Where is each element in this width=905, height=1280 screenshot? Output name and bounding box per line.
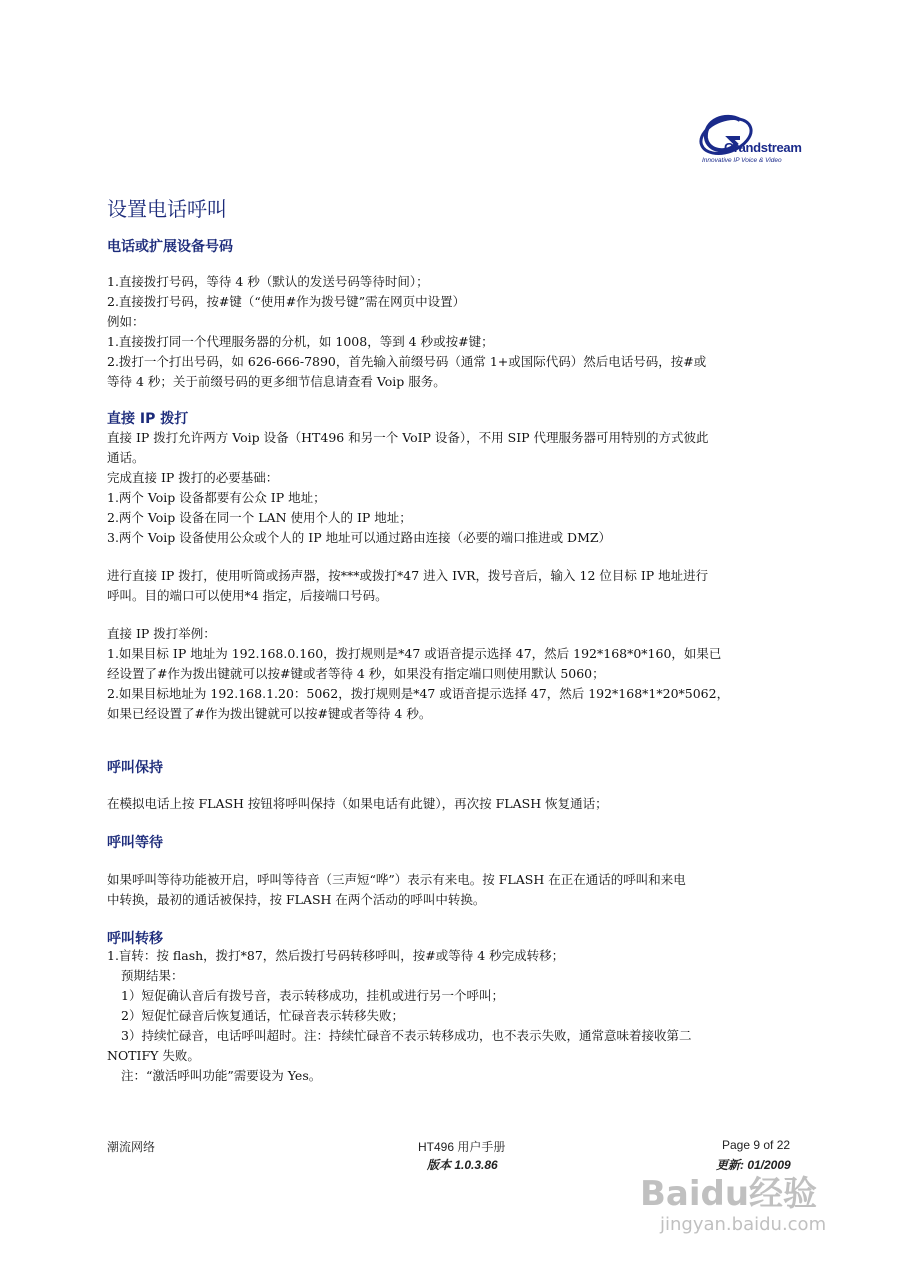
footer-manual-title: HT496 用户手册 — [418, 1140, 506, 1154]
logo-brand: Grandstream — [724, 140, 802, 155]
paragraph-line: 等待 4 秒；关于前缀号码的更多细节信息请查看 Voip 服务。 — [107, 374, 446, 389]
paragraph-line: 预期结果： — [121, 968, 184, 983]
paragraph-line: 呼叫。目的端口可以使用*4 指定，后接端口号码。 — [107, 588, 388, 603]
footer-page-number: Page 9 of 22 — [722, 1138, 791, 1152]
paragraph-line: 如果呼叫等待功能被开启，呼叫等待音（三声短“哗”）表示有来电。按 FLASH 在正在通话的呼叫和来电 — [107, 872, 686, 887]
paragraph-line: 2.两个 Voip 设备在同一个 LAN 使用个人的 IP 地址； — [107, 510, 412, 525]
paragraph-line: 例如： — [107, 314, 145, 329]
paragraph-line: 1.直接拨打同一个代理服务器的分机，如 1008，等到 4 秒或按#键； — [107, 334, 494, 349]
paragraph-line: 1.直接拨打号码，等待 4 秒（默认的发送号码等待时间）； — [107, 274, 429, 289]
section-heading-phone-number: 电话或扩展设备号码 — [107, 239, 233, 255]
baidu-watermark: Baidu经验 — [640, 1174, 818, 1214]
paragraph-line: 如果已经设置了#作为拨出键就可以按#键或者等待 4 秒。 — [107, 706, 432, 721]
paragraph-line: 2）短促忙碌音后恢复通话，忙碌音表示转移失败； — [121, 1008, 404, 1023]
paragraph-line: 3.两个 Voip 设备使用公众或个人的 IP 地址可以通过路由连接（必要的端口推进或 DMZ） — [107, 530, 612, 545]
logo-tagline: Innovative IP Voice & Video — [702, 157, 782, 164]
footer-version: 版本 1.0.3.86 — [427, 1158, 498, 1172]
paragraph-line: 1）短促确认音后有拨号音，表示转移成功，挂机或进行另一个呼叫； — [121, 988, 504, 1003]
paragraph-line: NOTIFY 失败。 — [107, 1048, 200, 1063]
section-heading-call-waiting: 呼叫等待 — [107, 835, 163, 851]
paragraph-line: 中转换，最初的通话被保持，按 FLASH 在两个活动的呼叫中转换。 — [107, 892, 486, 907]
footer-updated: 更新: 01/2009 — [716, 1158, 791, 1172]
paragraph-line: 直接 IP 拨打允许两方 Voip 设备（HT496 和另一个 VoIP 设备），不用 SIP 代理服务器可用特别的方式彼此 — [107, 430, 709, 445]
paragraph-line: 3）持续忙碌音，电话呼叫超时。注：持续忙碌音不表示转移成功，也不表示失败，通常意味着接收第二 — [121, 1028, 692, 1043]
paragraph-line: 通话。 — [107, 450, 145, 465]
paragraph-line: 进行直接 IP 拨打，使用听筒或扬声器，按***或拨打*47 进入 IVR，拨号音后，输入 12 位目标 IP 地址进行 — [107, 568, 709, 583]
paragraph-line: 1.如果目标 IP 地址为 192.168.0.160，拨打规则是*47 或语音提示选择 47，然后 192*168*0*160，如果已 — [107, 646, 722, 661]
section-heading-call-transfer: 呼叫转移 — [107, 931, 163, 947]
paragraph-line: 1.两个 Voip 设备都要有公众 IP 地址； — [107, 490, 326, 505]
paragraph-line: 经设置了#作为拨出键就可以按#键或者等待 4 秒，如果没有指定端口则使用默认 5060； — [107, 666, 605, 681]
paragraph-line: 2.如果目标地址为 192.168.1.20：5062，拨打规则是*47 或语音提示选择 47，然后 192*168*1*20*5062， — [107, 686, 730, 701]
section-heading-direct-ip: 直接 IP 拨打 — [107, 411, 189, 427]
paragraph-line: 直接 IP 拨打举例： — [107, 626, 216, 641]
paragraph-line: 完成直接 IP 拨打的必要基础： — [107, 470, 279, 485]
baidu-watermark-url: jingyan.baidu.com — [660, 1214, 827, 1235]
paragraph-line: 注：“激活呼叫功能”需要设为 Yes。 — [121, 1068, 322, 1083]
footer-company: 潮流网络 — [107, 1140, 156, 1154]
paragraph-line: 1.盲转：按 flash，拨打*87，然后拨打号码转移呼叫，按#或等待 4 秒完成转移； — [107, 948, 565, 963]
page-title: 设置电话呼叫 — [107, 197, 227, 221]
paragraph-line: 在模拟电话上按 FLASH 按钮将呼叫保持（如果电话有此键），再次按 FLASH 恢复通话； — [107, 796, 608, 811]
paragraph-line: 2.拨打一个打出号码，如 626-666-7890，首先输入前缀号码（通常 1+或国际代码）然后电话号码，按#或 — [107, 354, 707, 369]
section-heading-call-hold: 呼叫保持 — [107, 760, 163, 776]
paragraph-line: 2.直接拨打号码，按#键（“使用#作为拨号键”需在网页中设置） — [107, 294, 466, 309]
